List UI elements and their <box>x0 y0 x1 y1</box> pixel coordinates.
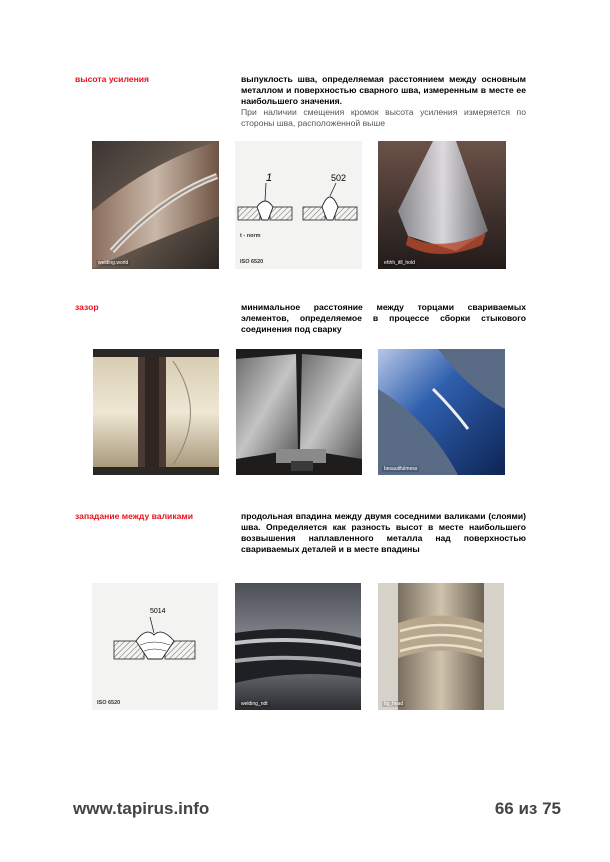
definition-text: продольная впадина между двумя соседними валиками (слоями) шва. Определяется как разность высот в месте наибольшего возвышения наплавленного металла над поверхностью свариваемых деталей и в месте впадины <box>241 511 526 554</box>
watermark: ehhh_itll_hold <box>384 260 415 266</box>
diagram-reinforcement-iso6520 <box>235 141 362 269</box>
definition-text: выпуклость шва, определяемая расстоянием между основным металлом и поверхностью сварного шва, измеренным в месте ее наибольшего значения. <box>241 74 526 106</box>
photo-plates-gap <box>236 349 362 475</box>
watermark: welding.world <box>98 260 129 266</box>
footer-site-url: www.tapirus.info <box>73 799 210 818</box>
diagram-label-502: 502 <box>331 173 347 183</box>
definition-interbead-groove <box>241 511 526 555</box>
definition-gap <box>241 302 526 335</box>
term-reinforcement-height: высота усиления <box>75 74 150 84</box>
diagram-caption: t - norm <box>240 233 261 239</box>
photo-blue-pipe-gap <box>378 349 505 475</box>
watermark: welding_ndt <box>241 701 268 707</box>
term-interbead-groove: западание между валиками <box>75 511 194 521</box>
definition-text: минимальное расстояние между торцами свариваемых элементов, определяемое в процессе сборки стыкового соединения под сварку <box>241 302 526 334</box>
watermark: tig_head <box>384 701 404 707</box>
photo-pipe-multipass-beads <box>378 583 504 710</box>
photo-multipass-weld <box>235 583 361 710</box>
iso-standard-label: ISO 6520 <box>240 259 264 265</box>
photo-pipe-weld-reinforcement <box>92 141 219 269</box>
photo-pipe-joint-gap <box>93 349 219 475</box>
definition-reinforcement-height <box>241 74 526 129</box>
photo-weld-bead-closeup <box>378 141 506 269</box>
iso-standard-label: ISO 6520 <box>97 700 121 706</box>
definition-note: При наличии смещения кромок высота усиления измеряется по стороны шва, расположенной выше <box>241 107 526 128</box>
watermark: besautifulmess <box>384 466 418 472</box>
diagram-interbead-iso6520 <box>92 583 218 710</box>
term-gap: зазор <box>75 302 99 312</box>
footer-page-number: 66 из 75 <box>494 799 561 818</box>
diagram-label-1: 1 <box>266 172 273 184</box>
diagram-label-5014: 5014 <box>150 608 166 615</box>
